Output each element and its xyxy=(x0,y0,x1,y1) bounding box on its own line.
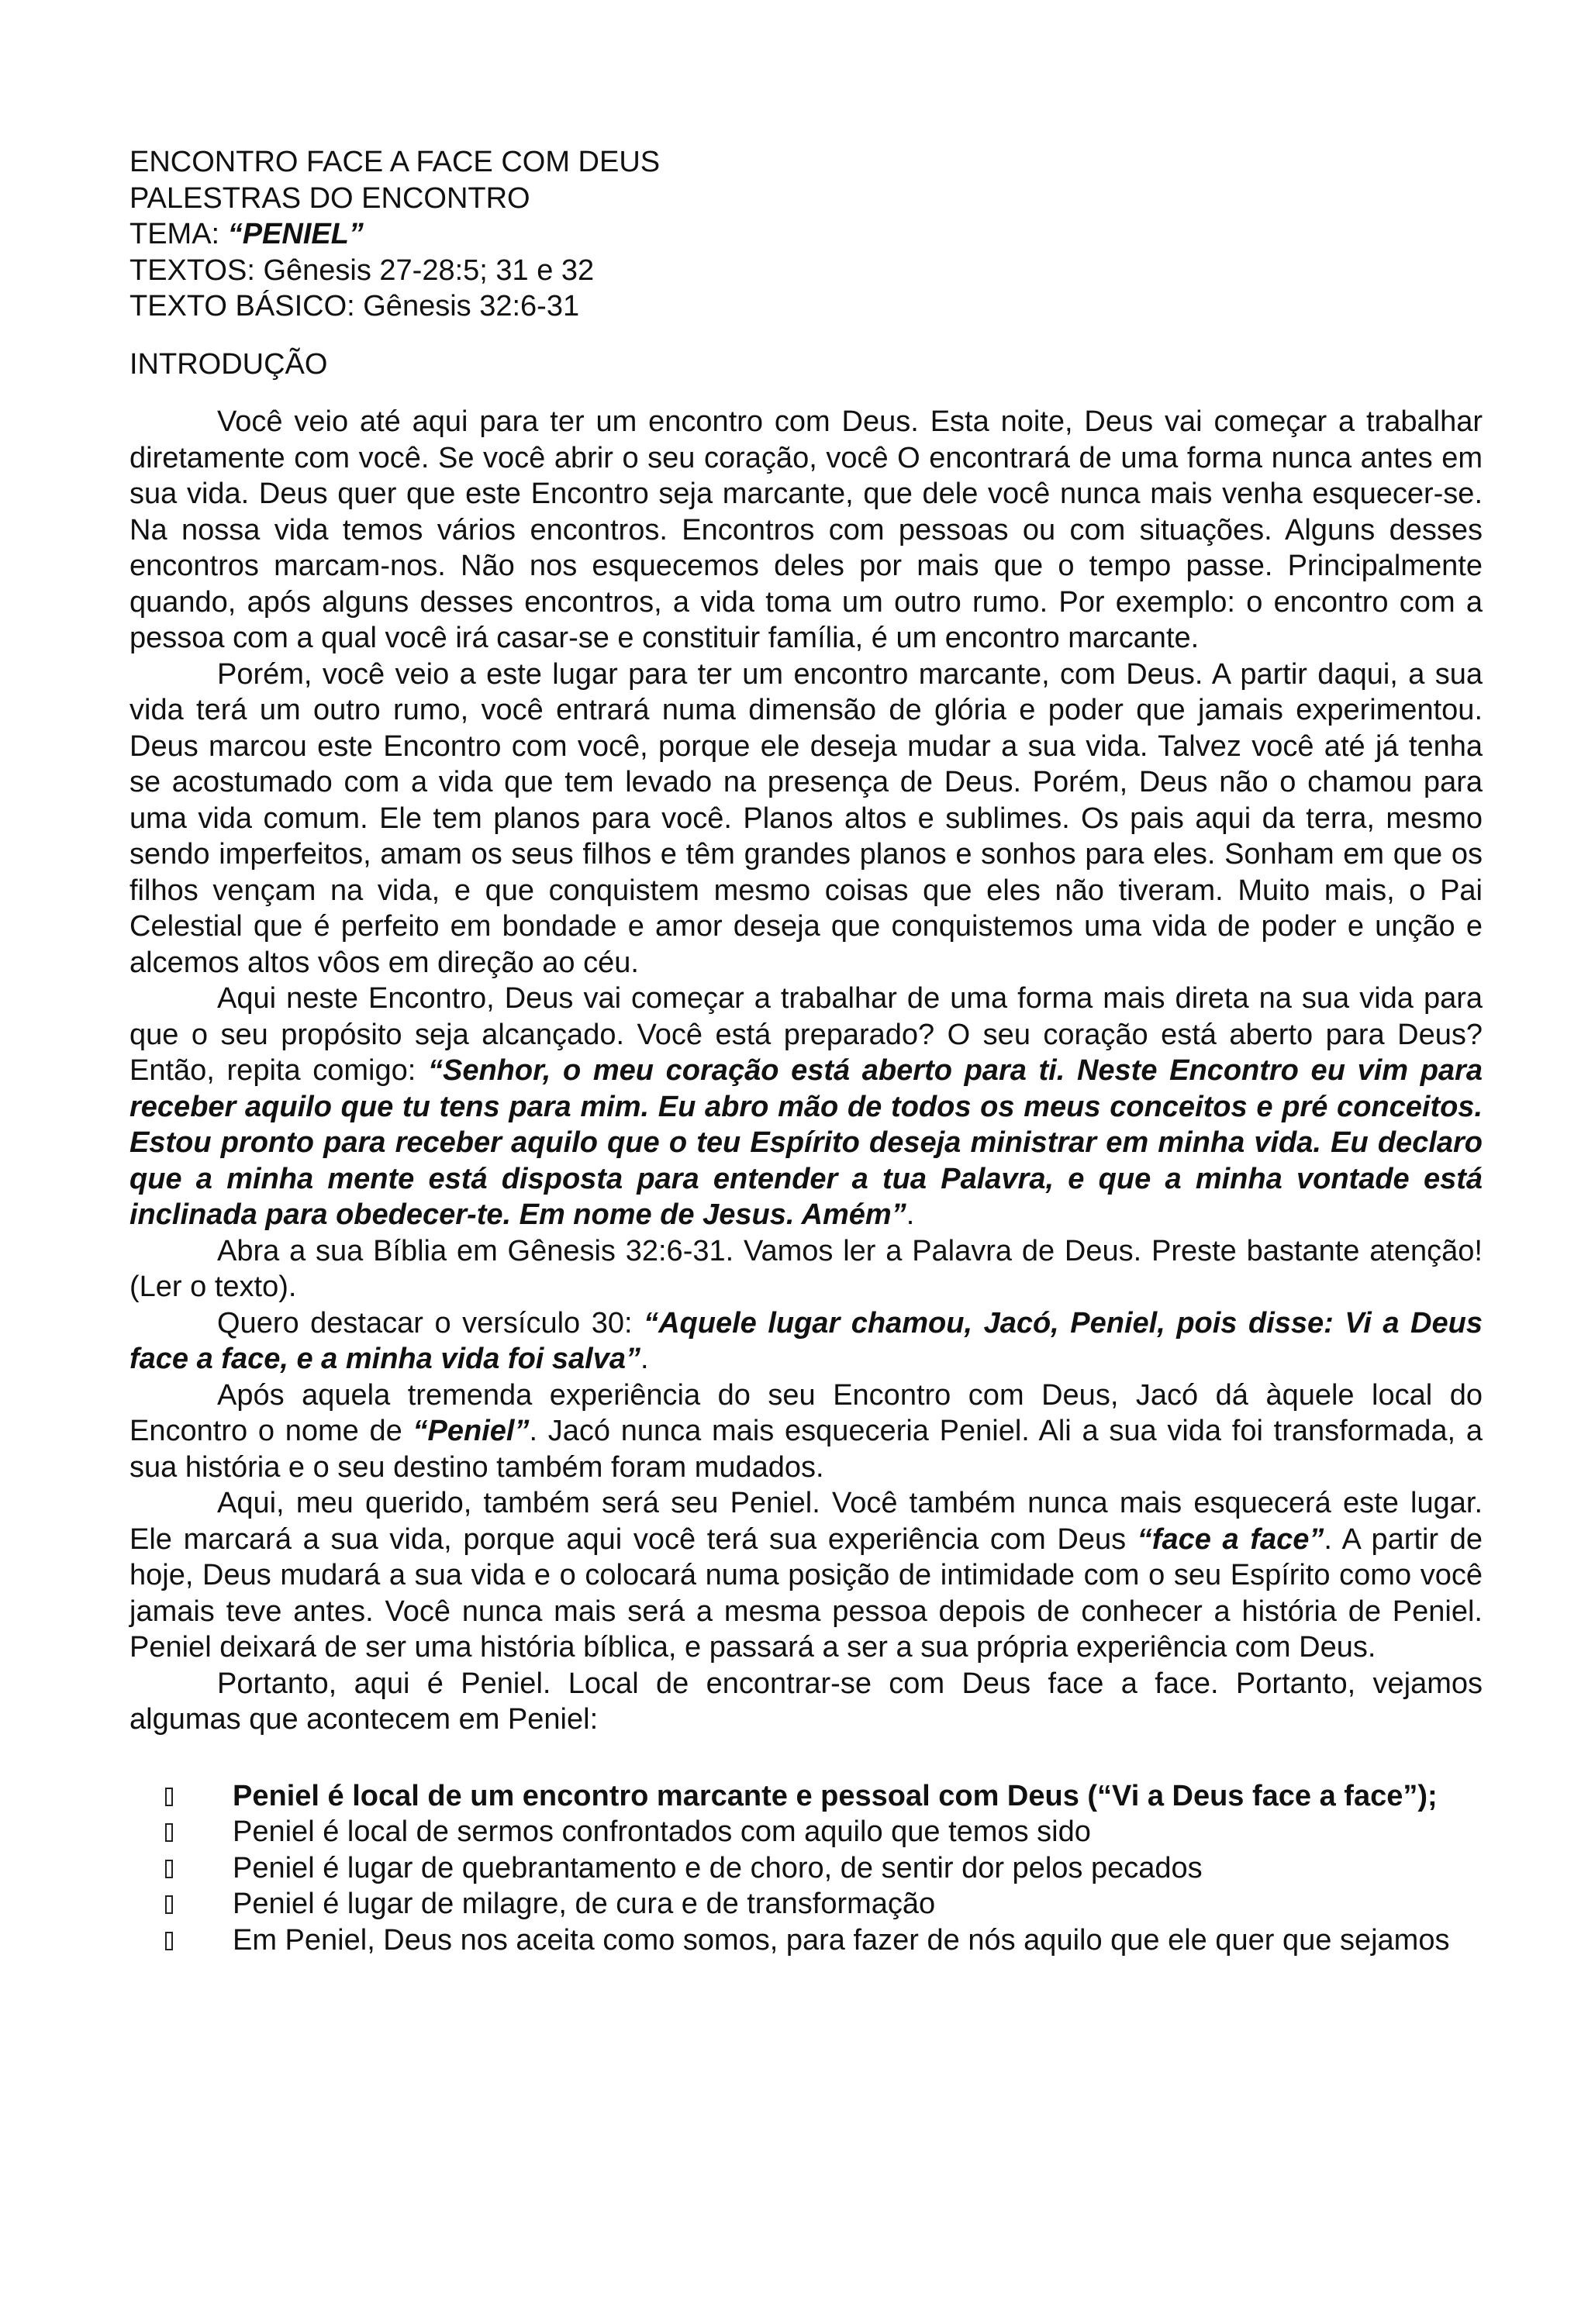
paragraph-1: Você veio até aqui para ter um encontro com Deus. Esta noite, Deus vai começar a trabalhar diretamente com você. Se você abrir o seu coração, você O encontrará de uma forma nunca antes em sua vida. Deus quer que este Encontro seja marcante, que dele você nunca mais venha esquecer-se. Na nossa vida temos vários encontros. Encontros com pessoas ou com situações. Alguns desses encontros marcam-nos. Não nos esquecemos deles por mais que o tempo passe. Principalmente quando, após alguns desses encontros, a vida toma um outro rumo. Por exemplo: o encontro com a pessoa com a qual você irá casar-se e constituir família, é um encontro marcante. xyxy=(129,405,1483,654)
paragraph-2: Porém, você veio a este lugar para ter um encontro marcante, com Deus. A partir daqui, a sua vida terá um outro rumo, você entrará numa dimensão de glória e poder que jamais experimentou. Deus marcou este Encontro com você, porque ele deseja mudar a sua vida. Talvez você até já tenha se acostumado com a vida que tem levado na presença de Deus. Porém, Deus não o chamou para uma vida comum. Ele tem planos para você. Planos altos e sublimes. Os pais aqui da terra, mesmo sendo imperfeitos, amam os seus filhos e têm grandes planos e sonhos para eles. Sonham em que os filhos vençam na vida, e que conquistem mesmo coisas que eles não tiveram. Muito mais, o Pai Celestial que é perfeito em bondade e amor deseja que conquistemos uma vida de poder e unção e alcemos altos vôos em direção ao céu. xyxy=(129,657,1483,979)
paragraph-3 xyxy=(129,981,1483,1233)
bullet-glyph-icon xyxy=(165,1860,173,1878)
list-item xyxy=(129,1814,1483,1850)
bullet-glyph-icon xyxy=(165,1788,173,1806)
paragraph-7 xyxy=(129,1485,1483,1666)
paragraph-6 xyxy=(129,1378,1483,1486)
header-line-1: ENCONTRO FACE A FACE COM DEUS xyxy=(129,146,661,178)
tema-value: “PENIEL” xyxy=(227,218,364,250)
list-item xyxy=(129,1850,1483,1887)
paragraph-5 xyxy=(129,1305,1483,1378)
tema-label: TEMA: xyxy=(129,218,228,250)
bullet-list xyxy=(129,1778,1483,1959)
document-page xyxy=(129,144,1483,1958)
list-item xyxy=(129,1922,1483,1959)
verse-quote: “Aquele lugar chamou, Jacó, Peniel, pois disse: Vi a Deus face a face, e a minha vida foi salva” xyxy=(129,1306,1483,1375)
header-line-2: PALESTRAS DO ENCONTRO xyxy=(129,181,530,215)
paragraph-5-text: Quero destacar o versículo 30: xyxy=(217,1306,644,1340)
bullet-glyph-icon xyxy=(165,1932,173,1950)
paragraph-7-text: Aqui, meu querido, também será seu Peniel. Você também nunca mais esquecerá este lugar. Ele marcará a sua vida, porque aqui você terá sua experiência com Deus xyxy=(129,1487,1483,1556)
spacer xyxy=(129,1738,1483,1778)
paragraph-6-text: Após aquela tremenda experiência do seu Encontro com Deus, Jacó dá àquele local do Encontro o nome de xyxy=(129,1378,1483,1447)
list-item-text: Peniel é lugar de milagre, de cura e de transformação xyxy=(233,1888,936,1920)
list-item xyxy=(129,1886,1483,1922)
paragraph-3-end: . xyxy=(906,1198,915,1231)
face-a-face-quote: “face a face” xyxy=(1137,1522,1324,1556)
spacer xyxy=(129,382,1483,404)
peniel-quote: “Peniel” xyxy=(413,1415,530,1447)
paragraph-5-end: . xyxy=(640,1343,649,1375)
texto-basico-line: TEXTO BÁSICO: Gênesis 32:6-31 xyxy=(129,290,580,322)
paragraph-3-text: Aqui neste Encontro, Deus vai começar a trabalhar de uma forma mais direta na sua vida para que o seu propósito seja alcançado. Você está preparado? O seu coração está aberto para Deus? Então, repita comigo: xyxy=(129,982,1483,1087)
paragraph-4: Abra a sua Bíblia em Gênesis 32:6-31. Vamos ler a Palavra de Deus. Preste bastante atenção! (Ler o texto). xyxy=(129,1234,1483,1303)
section-title: INTRODUÇÃO xyxy=(129,347,328,381)
list-item xyxy=(129,1778,1483,1815)
bullet-glyph-icon xyxy=(165,1823,173,1842)
paragraph-6-end: . Jacó nunca mais esqueceria Peniel. Ali a sua vida foi transformada, a sua história e o seu destino também foram mudados. xyxy=(129,1415,1483,1484)
list-item-text: Em Peniel, Deus nos aceita como somos, para fazer de nós aquilo que ele quer que sejamos xyxy=(233,1923,1450,1957)
spacer xyxy=(129,325,1483,347)
list-item-text: Peniel é local de um encontro marcante e pessoal com Deus (“Vi a Deus face a face”); xyxy=(233,1779,1438,1812)
prayer-quote: “Senhor, o meu coração está aberto para ti. Neste Encontro eu vim para receber aquilo que tu tens para mim. Eu abro mão de todos os meus conceitos e pré conceitos. Estou pronto para receber aquilo que o teu Espírito deseja ministrar em minha vida. Eu declaro que a minha mente está disposta para entender a tua Palavra, e que a minha vontade está inclinada para obedecer-te. Em nome de Jesus. Amém” xyxy=(129,1054,1483,1231)
list-item-text: Peniel é lugar de quebrantamento e de choro, de sentir dor pelos pecados xyxy=(233,1851,1203,1884)
paragraph-8: Portanto, aqui é Peniel. Local de encontrar-se com Deus face a face. Portanto, vejamos algumas que acontecem em Peniel: xyxy=(129,1667,1483,1736)
textos-line: TEXTOS: Gênesis 27-28:5; 31 e 32 xyxy=(129,253,595,287)
tema-line xyxy=(129,216,1483,253)
bullet-glyph-icon xyxy=(165,1895,173,1914)
paragraph-7-end: . A partir de hoje, Deus mudará a sua vida e o colocará numa posição de intimidade com o seu Espírito como você jamais teve antes. Você nunca mais será a mesma pessoa depois de conhecer a história de Peniel. Peniel deixará de ser uma história bíblica, e passará a ser a sua própria experiência com Deus. xyxy=(129,1522,1483,1664)
list-item-text: Peniel é local de sermos confrontados com aquilo que temos sido xyxy=(233,1815,1091,1848)
